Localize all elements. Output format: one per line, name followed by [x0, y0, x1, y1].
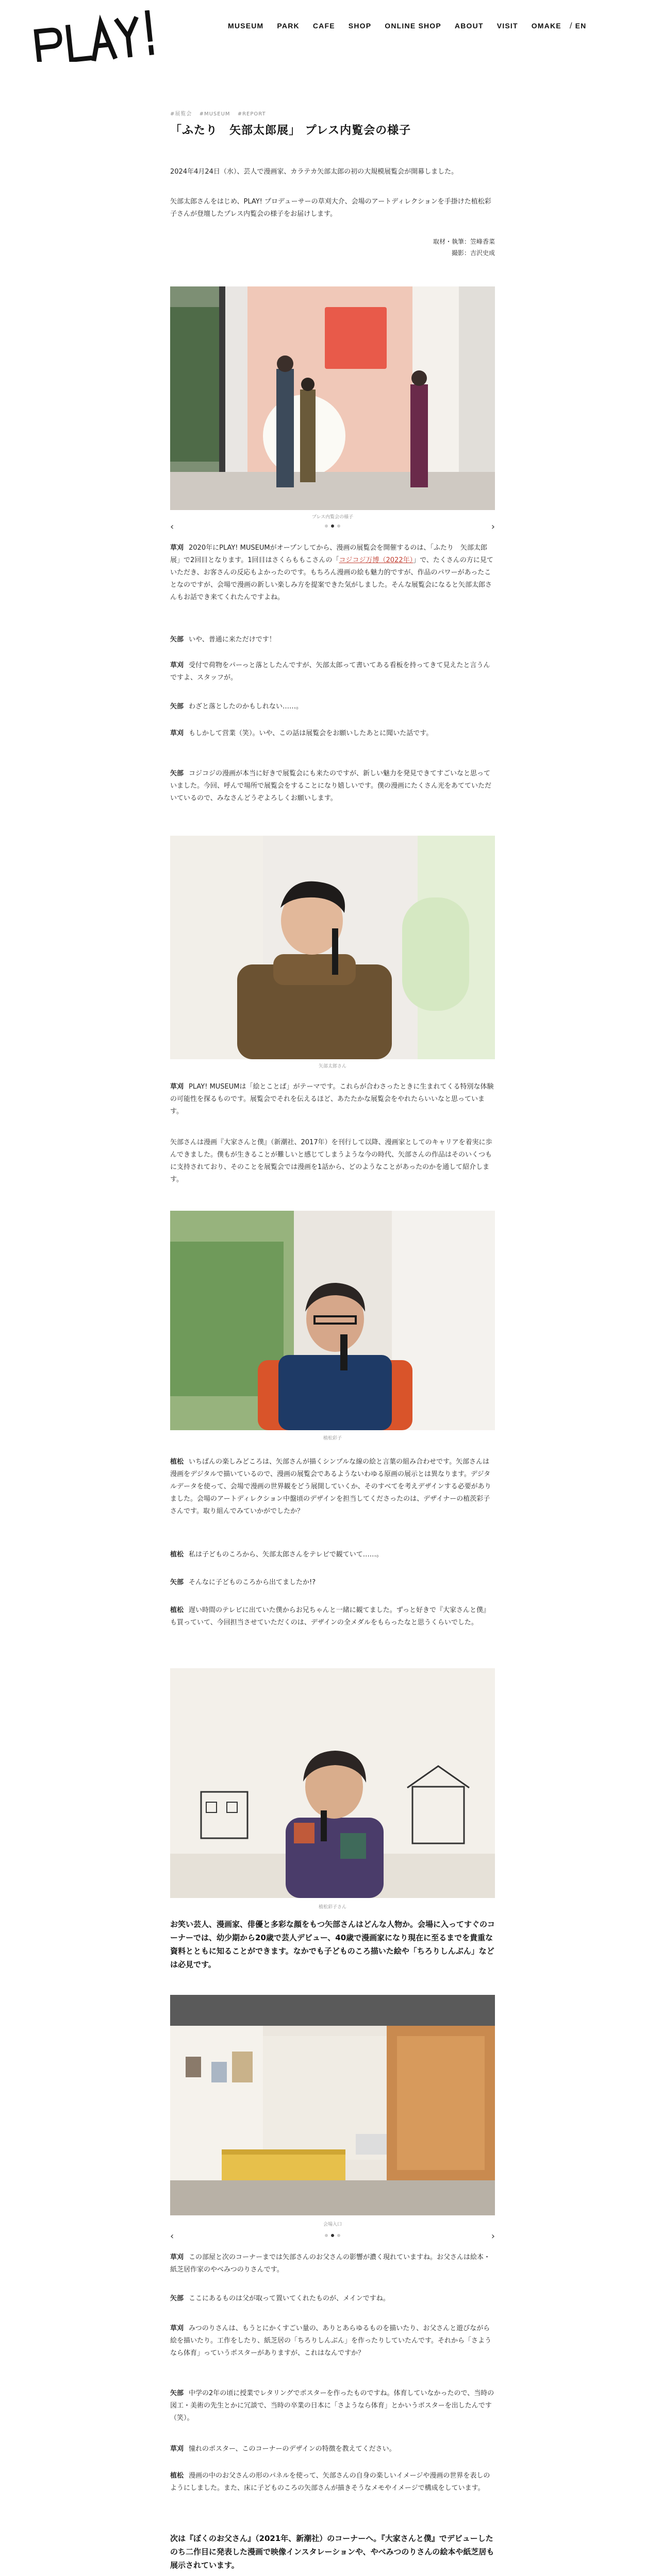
article-tags [170, 109, 271, 117]
slider-dot[interactable] [331, 524, 334, 528]
speaker-label: 植松 [170, 1551, 184, 1558]
speaker-label: 草刈 [170, 2253, 184, 2261]
section-lead: 次は『ぼくのお父さん』（2021年、新潮社）のコーナーへ。『大家さんと僕』でデビューしたのち二作目に発表した漫画で映像インスタレーションや、やべみつのりさんの絵本や紙芝居も展示されています。 [170, 2534, 494, 2570]
dialogue-text: 遅い時間のテレビに出ていた僕からお兄ちゃんと一緒に観てました。ずっと好きで『大家さんと僕』も買っていて、今回担当させていただくのは、デザインの全メダルをもらったなと思うくらいでした。 [170, 1606, 490, 1626]
photo-caption: 植松彩子 [323, 1436, 342, 1441]
speaker-label: 矢部 [170, 703, 184, 710]
speaker-label: 矢部 [170, 2295, 184, 2302]
chevron-right-icon[interactable]: › [491, 521, 495, 532]
uematsu-ayako-photo [170, 1668, 495, 1898]
tag[interactable]: #展覧会 [170, 111, 192, 117]
dialogue-paragraph [170, 2443, 496, 2455]
dialogue-text: そんなに子どものころから出てましたか!? [189, 1579, 316, 1586]
related-article-link[interactable]: コジコジ万博（2022年） [339, 556, 413, 564]
photo-slider-controls [170, 521, 495, 532]
dialogue-paragraph [170, 1081, 496, 1118]
dialogue-text: もしかして営業（笑）。いや、この話は展覧会をお願いしたあとに聞いた話です。 [189, 730, 433, 737]
dialogue-text: いちばんの楽しみどころは、矢部さんが描くシンプルな線の絵と言葉の組み合わせです。矢部さんは漫画をデジタルで描いているので、漫画の展覧会であるようないわゆる原画の展示とは異なります。デジタルデータを使って、会場で漫画の世界観をどう展開していくか、そのすべてを考えデザインする必要がありました。会場のアートディレクション中盤頃のデザインを担当してくださったのは、デザイナーの植茨彩子さんです。取り組んでみていかがでしたか？ [170, 1458, 491, 1515]
dialogue-text: 」で、たくさんの方に見ていただき、お客さんの反応もよかったのです。もちろん漫画の絵も魅力的ですが、作品のパワーがあったことなのですが、会場で漫画の新しい楽しみ方を提案できた気がしました。そんな展覧会になると矢部太郎さんもお話でき来てくれたんですよね。 [170, 556, 493, 601]
dialogue-text: 憧れのポスター、このコーナーのデザインの特徴を教えてください。 [189, 2445, 396, 2453]
dialogue-text: 2020年にPLAY! MUSEUMがオープンしてから、漫画の展覧会を開催するのは、「ふたり 矢部太郎展」で2回目となります。1回目はさくらももこさんの「 [170, 544, 487, 564]
intro-paragraph: 矢部太郎さんをはじめ、PLAY! プロデューサーの草刈大介、会場のアートディレクションを手掛けた植松彩子さんが登壇したプレス内覧会の様子をお届けします。 [170, 198, 491, 218]
nav-shop[interactable]: SHOP [348, 22, 372, 30]
speaker-label: 植松 [170, 1606, 184, 1614]
yabe-taro-photo [170, 836, 495, 1059]
main-nav [228, 22, 600, 30]
press-preview-photo[interactable] [170, 286, 495, 510]
slider-dot[interactable] [325, 524, 328, 528]
slider-dot[interactable] [331, 2234, 334, 2237]
dialogue-text: この部屋と次のコーナーまでは矢部さんのお父さんの影響が濃く現れていますね。お父さんは絵本・紙芝居作家のやべみつのりさんです。 [170, 2253, 491, 2274]
venue-entrance-photo[interactable] [170, 1995, 495, 2215]
dialogue-paragraph [170, 1604, 496, 1629]
dialogue-text: 中学の2年の頃に授業でレタリングでポスターを作ったものですね。体育していなかったので、当時の図工・美術の先生とかに冗談で、当時の卒業の日本に「さようなら体育」とかいうポスターを出したんです（笑）。 [170, 2389, 494, 2422]
dialogue-text: ここにあるものは父が取って置いてくれたものが、メインですね。 [189, 2295, 390, 2302]
dialogue-paragraph [170, 2323, 496, 2360]
chevron-right-icon[interactable]: › [491, 2231, 495, 2242]
nav-online-shop[interactable]: ONLINE SHOP [385, 22, 441, 30]
dialogue-text: 私は子どものころから、矢部太郎さんをテレビで観ていて……。 [189, 1551, 383, 1558]
credit-photographer: 撮影：吉沢史成 [451, 249, 495, 257]
dialogue-paragraph [170, 1549, 496, 1561]
slider-dot[interactable] [337, 2234, 340, 2237]
play-logo[interactable] [30, 10, 174, 62]
speaker-label: 矢部 [170, 1579, 184, 1586]
nav-visit[interactable]: VISIT [496, 22, 518, 30]
dialogue-paragraph [170, 1456, 496, 1518]
nav-park[interactable]: PARK [277, 22, 300, 30]
dialogue-paragraph [170, 542, 496, 604]
dialogue-paragraph [170, 634, 496, 646]
dialogue-paragraph [170, 727, 496, 740]
dialogue-paragraph [170, 2470, 496, 2495]
dialogue-text: PLAY! MUSEUMは「絵とことば」がテーマです。これらが合わさったときに生まれてくる特別な体験の可能性を探るものです。展覧会でそれを伝えるほど、あたたかな展覧会をやれたらいいなと思っています。 [170, 1083, 494, 1115]
nav-cafe[interactable]: CAFE [312, 22, 335, 30]
dialogue-paragraph [170, 1577, 496, 1589]
photo-slider-controls [170, 2231, 495, 2241]
nav-lang-en[interactable]: EN [575, 22, 587, 30]
chevron-left-icon[interactable]: ‹ [170, 2231, 174, 2242]
credit-writer: 取材・執筆：笠峰香菜 [433, 238, 495, 245]
intro-paragraph: 2024年4月24日（水）、芸人で漫画家、カラテカ矢部太郎の初の大規模展覧会が開幕しました。 [170, 168, 458, 176]
article-title: 「ふたり 矢部太郎展」 プレス内覧会の様子 [170, 124, 411, 137]
tag[interactable]: #MUSEUM [199, 111, 230, 117]
dialogue-paragraph [170, 2387, 496, 2425]
speaker-label: 草刈 [170, 544, 184, 552]
speaker-label: 植松 [170, 2472, 184, 2480]
photo-caption: 会場入口 [323, 2222, 342, 2227]
dialogue-paragraph [170, 701, 496, 713]
slider-dots [325, 2234, 340, 2237]
uematsu-photo [170, 1211, 495, 1430]
chevron-left-icon[interactable]: ‹ [170, 521, 174, 532]
speaker-label: 矢部 [170, 636, 184, 643]
dialogue-text: いや、普通に来ただけです！ [189, 636, 276, 643]
photo-caption: プレス内覧会の様子 [311, 515, 354, 520]
photo-caption: 植松彩子さん [318, 1905, 346, 1910]
speaker-label: 矢部 [170, 770, 184, 777]
speaker-label: 草刈 [170, 1083, 184, 1091]
tag[interactable]: #REPORT [237, 111, 266, 117]
nav-about[interactable]: ABOUT [454, 22, 484, 30]
nav-omake[interactable]: OMAKE [531, 22, 561, 30]
dialogue-text: コジコジの漫画が本当に好きで展覧会にも来たのですが、新しい魅力を発見できてすごいなと思っていました。今回、呼んで場所で展覧会をすることになり嬉しいです。僕の漫画にたくさん光をあてていただいているので、みなさんどうぞよろしくお願いします。 [170, 770, 491, 802]
photo-caption: 矢部太郎さん [318, 1064, 346, 1069]
section-lead: お笑い芸人、漫画家、俳優と多彩な顔をもつ矢部さんはどんな人物か。会場に入ってすぐのコーナーでは、幼少期から20歳で芸人デビュー、40歳で漫画家になり現在に至るまでを貴重な資料とともに知ることができます。なかでも子どものころ描いた絵や「ちろりしんぶん」などは必見です。 [170, 1920, 495, 1969]
dialogue-text: みつのりさんは、もうとにかくすごい量の、ありとあらゆるものを描いたり、お父さんと遊びながら絵を描いたり。工作をしたり、紙芝居の「ちろりしんぶん」を作ったりしていたんです。それから「さようなら体育」っていうポスターがありますが、これはなんですか？ [170, 2325, 491, 2357]
speaker-label: 草刈 [170, 730, 184, 737]
speaker-label: 矢部 [170, 2389, 184, 2397]
dialogue-paragraph [170, 659, 496, 684]
slider-dot[interactable] [325, 2234, 328, 2237]
dialogue-paragraph [170, 768, 496, 805]
dialogue-text: 受付で荷物をパーっと落としたんですが、矢部太郎って書いてある看板を持ってきて見えたと言うんですよ、スタッフが。 [170, 662, 490, 682]
speaker-label: 草刈 [170, 2325, 184, 2332]
site-header [0, 0, 662, 57]
dialogue-text: わざと落としたのかもしれない……。 [189, 703, 303, 710]
dialogue-text: 漫画の中のお父さんの形のパネルを使って、矢部さんの自身の楽しいイメージや漫画の世界を表しのようにしました。また、床に子どものころの矢部さんが描きそうなメモやイメージで構成をしています。 [170, 2472, 490, 2492]
slider-dot[interactable] [337, 524, 340, 528]
nav-museum[interactable]: MUSEUM [228, 22, 264, 30]
nav-separator: / [569, 22, 572, 30]
speaker-label: 植松 [170, 1458, 184, 1466]
dialogue-paragraph [170, 2251, 496, 2276]
body-paragraph: 矢部さんは漫画『大家さんと僕』（新潮社、2017年）を刊行して以降、漫画家としてのキャリアを着実に歩んできました。僕もが生きることが難しいと感じてしまうような今の時代、矢部さんの作品はそのいくつもに支持されており、そのことを展覧会では漫画を1話から、どのようなことがあったのかを通して紹介します。 [170, 1139, 492, 1183]
speaker-label: 草刈 [170, 662, 184, 669]
dialogue-paragraph [170, 2293, 496, 2305]
slider-dots [325, 524, 340, 528]
speaker-label: 草刈 [170, 2445, 184, 2453]
